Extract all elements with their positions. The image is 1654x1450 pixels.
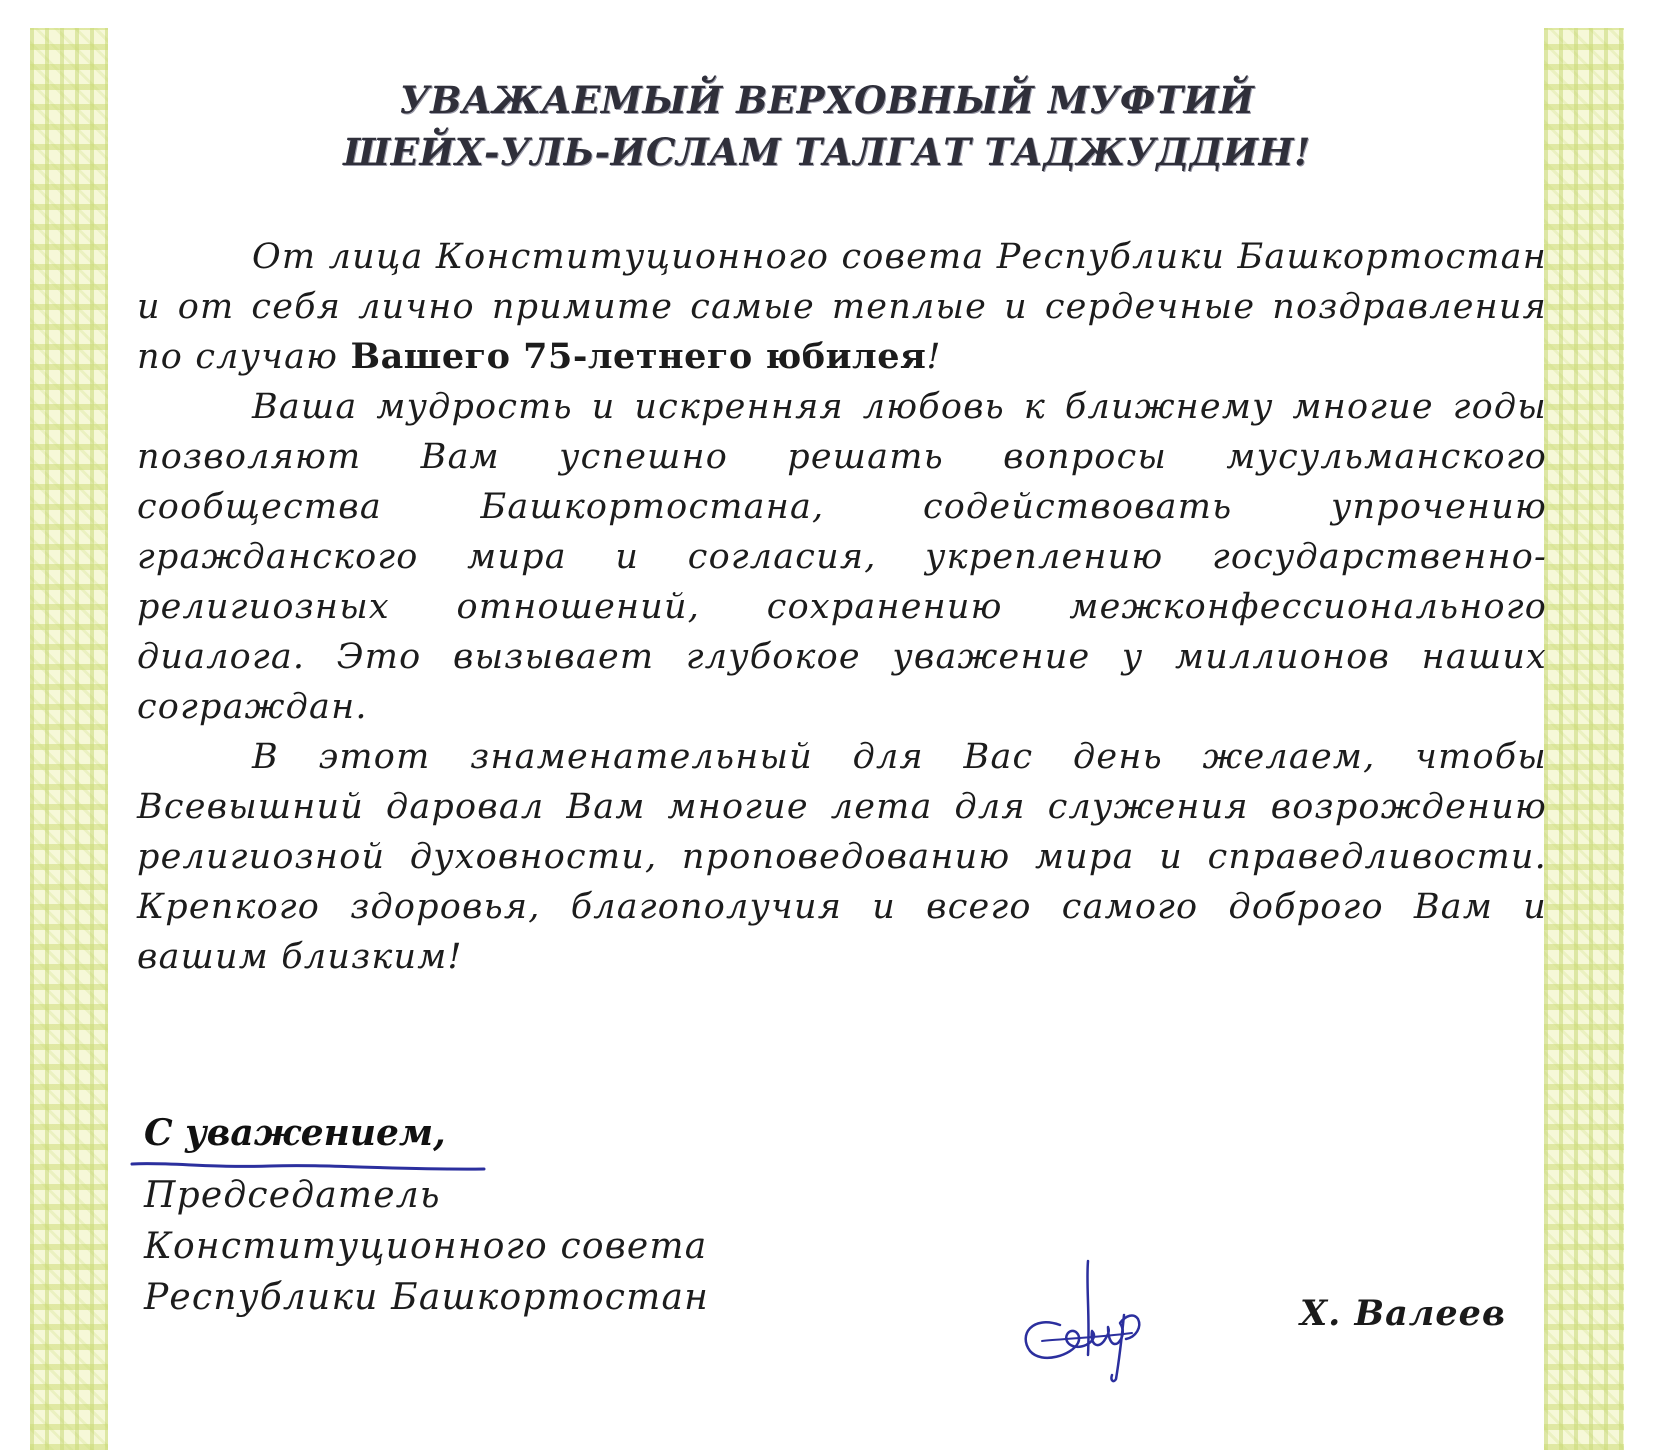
decorative-border-left <box>30 28 108 1450</box>
signatory-name: Х. Валеев <box>1300 1293 1506 1334</box>
paragraph-3: В этот знаменательный для Вас день желаем, чтобы Всевышний даровал Вам многие лета для служения возрождению религиозной духовности, проповедованию мира и справедливости. Крепкого здоровья, благополучия и всего самого доброго Вам и вашим близким! <box>137 737 1547 977</box>
paragraph-1 <box>137 232 1547 382</box>
signatory-block <box>144 1170 709 1323</box>
signatory-title-2: Конституционного совета <box>144 1226 708 1267</box>
decorative-border-right <box>1544 28 1624 1450</box>
paragraph-1-text: От лица Конституционного совета Республики Башкортостан и от себя лично примите самые теплые и сердечные поздравления по случаю <box>137 237 1547 377</box>
paragraph-1-end: ! <box>926 337 942 377</box>
heading-line-2: ШЕЙХ-УЛЬ-ИСЛАМ ТАЛГАТ ТАДЖУДДИН! <box>343 130 1311 174</box>
closing-phrase: С уважением, <box>144 1112 446 1154</box>
heading-line-1: УВАЖАЕМЫЙ ВЕРХОВНЫЙ МУФТИЙ <box>399 78 1255 122</box>
paragraph-2: Ваша мудрость и искренняя любовь к ближнему многие годы позволяют Вам успешно решать вопросы мусульманского сообщества Башкортостана, содействовать упрочению гражданского мира и согласия, укреплению государственно-религиозных отношений, сохранению межконфессионального диалога. Это вызывает глубокое уважение у миллионов наших сограждан. <box>137 387 1547 727</box>
signatory-title-1: Председатель <box>144 1175 441 1216</box>
letter-body <box>137 232 1547 982</box>
handwritten-signature <box>1012 1255 1152 1385</box>
signatory-title-3: Республики Башкортостан <box>144 1277 710 1318</box>
jubilee-phrase: Вашего 75-летнего юбилея <box>350 336 927 377</box>
